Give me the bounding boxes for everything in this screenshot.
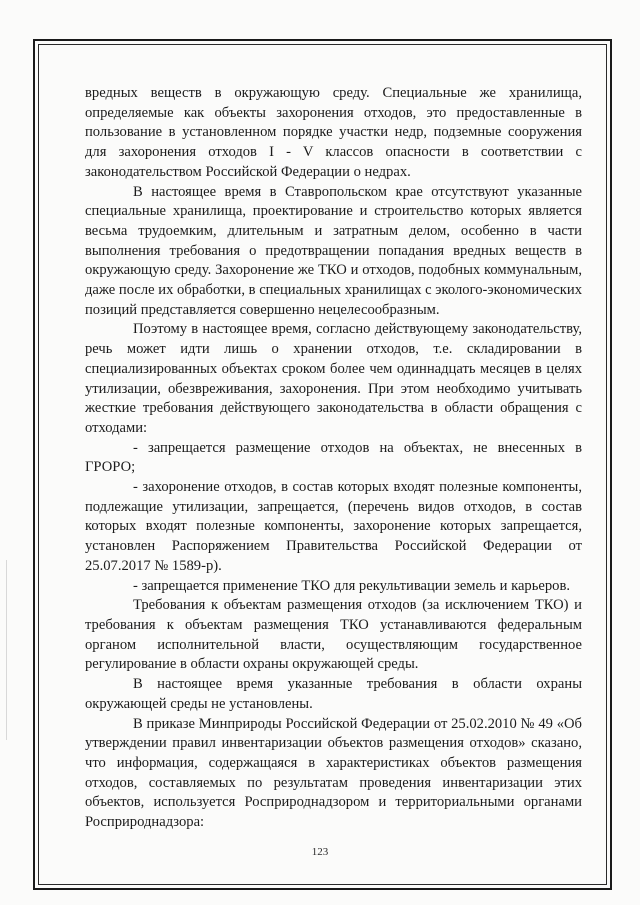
list-item: - захоронение отходов, в состав которых входят полезные компоненты, подлежащие утилизации, запрещается, (перечень видов отходов, в состав которых входят полезные компоненты, захоронение которых запрещается, установлен Распоряжением Правительства Российской Федерации от 25.07.2017 № 1589-р). — [85, 479, 582, 574]
paragraph: Требования к объектам размещения отходов (за исключением ТКО) и требования к объектам размещения ТКО устанавливаются федеральным органом исполнительной власти, осуществляющим государственное регулирование в области охраны окружающей среды. — [85, 597, 582, 673]
body-text — [85, 84, 582, 833]
paragraph: В настоящее время указанные требования в области охраны окружающей среды не установлены. — [85, 676, 582, 712]
paragraph: Поэтому в настоящее время, согласно действующему законодательству, речь может идти лишь о хранении отходов, т.е. складировании в специализированных объектах сроком более чем одиннадцать месяцев в целях утилизации, обезвреживания, захоронения. При этом необходимо учитывать жесткие требования действующего законодательства в области обращения с отходами: — [85, 321, 582, 436]
page-number: 123 — [311, 846, 329, 858]
scan-edge — [6, 560, 7, 740]
list-item: - запрещается применение ТКО для рекультивации земель и карьеров. — [133, 577, 570, 594]
paragraph: вредных веществ в окружающую среду. Специальные же хранилища, определяемые как объекты захоронения отходов, это предоставленные в пользование в установленном порядке участки недр, подземные сооружения для захоронения отходов I - V классов опасности в соответствии с законодательством Российской Федерации о недрах. — [85, 85, 582, 180]
paragraph: В приказе Минприроды Российской Федерации от 25.02.2010 № 49 «Об утверждении правил инвентаризации объектов размещения отходов» сказано, что информация, содержащаяся в характеристиках объектов размещения отходов, составляемых по результатам проведения инвентаризации этих объектов, используется Росприроднадзором и территориальными органами Росприроднадзора: — [85, 715, 582, 831]
list-item: - запрещается размещение отходов на объектах, не внесенных в ГРОРО; — [85, 439, 582, 476]
paragraph: В настоящее время в Ставропольском крае отсутствуют указанные специальные хранилища, проектирование и строительство которых является весьма трудоемким, длительным и затратным делом, особенно в части выполнения требования о предотвращении попадания вредных веществ в окружающую среду. Захоронение же ТКО и отходов, подобных коммунальным, даже после их обработки, в специальных хранилищах с эколого-экономических позиций представляется совершенно нецелесообразным. — [85, 183, 582, 318]
